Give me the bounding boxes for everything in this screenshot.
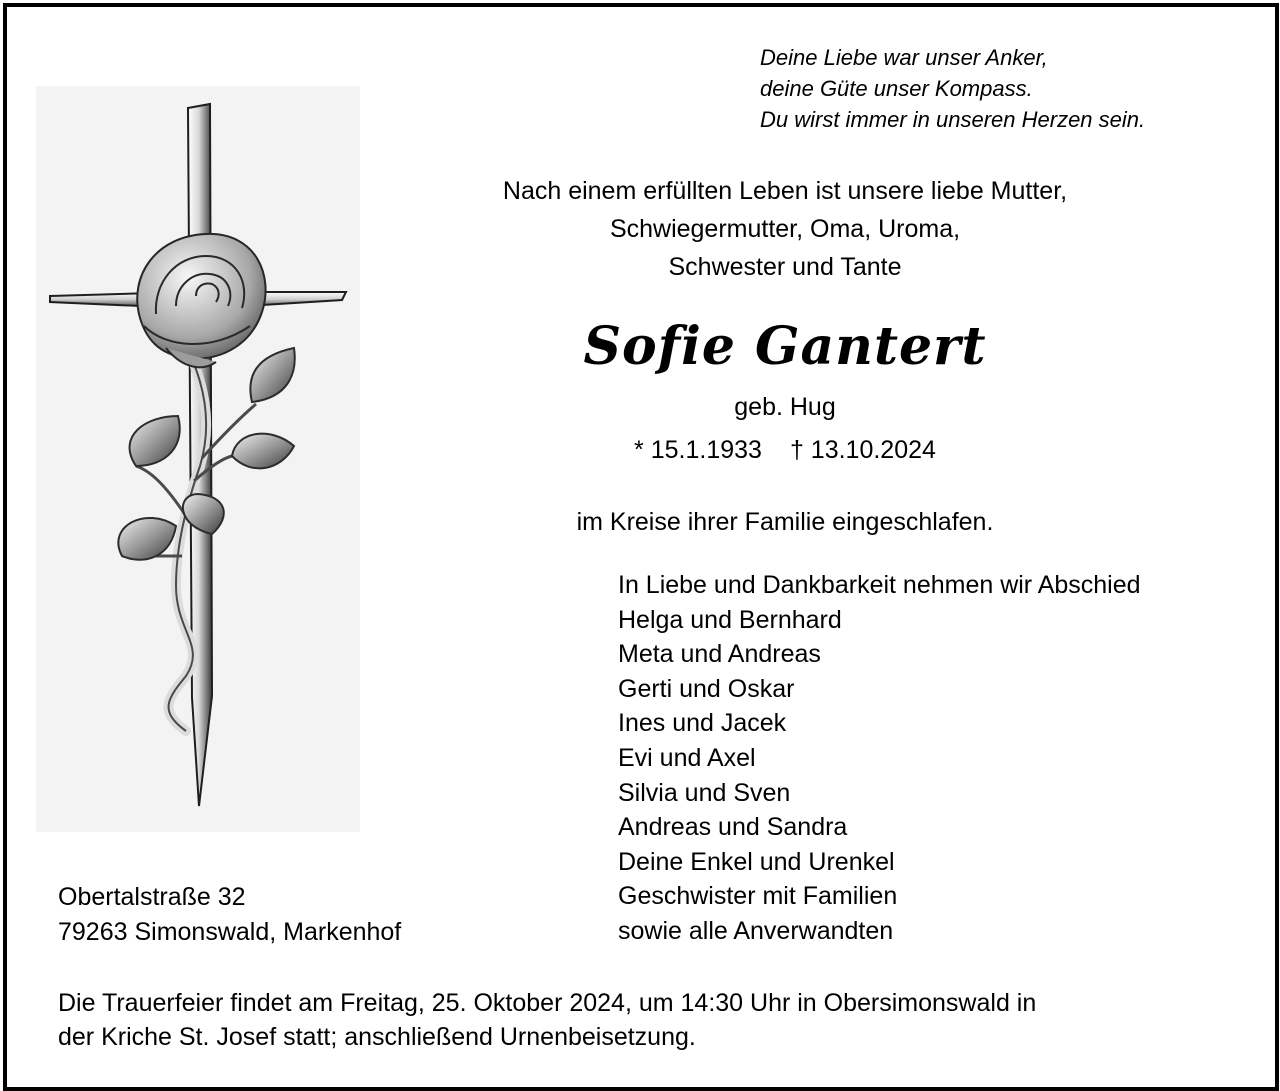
service-info — [58, 986, 1228, 1054]
list-item: Gerti und Oskar — [618, 674, 795, 703]
list-item: Deine Enkel und Urenkel — [618, 847, 895, 876]
birth-name: geb. Hug — [734, 393, 836, 421]
list-item: Geschwister mit Familien — [618, 882, 898, 911]
list-item: Evi und Axel — [618, 743, 756, 772]
list-item: Silvia und Sven — [618, 778, 791, 807]
deceased-name: Sofie Gantert — [583, 316, 987, 377]
list-item: Andreas und Sandra — [618, 813, 848, 842]
family-heading: In Liebe und Dankbarkeit nehmen wir Abschied — [618, 571, 1141, 599]
motto-line: Deine Liebe war unser Anker, — [760, 45, 1048, 70]
intro-line: Schwester und Tante — [668, 253, 902, 281]
cross-with-rose-icon — [36, 86, 360, 832]
motto-line: Du wirst immer in unseren Herzen sein. — [760, 107, 1146, 132]
list-item: Helga und Bernhard — [618, 605, 842, 634]
list-item: sowie alle Anverwandten — [618, 916, 894, 945]
intro-text — [380, 172, 1190, 286]
family-list — [618, 568, 1141, 949]
service-line: der Kriche St. Josef statt; anschließend Urnenbeisetzung. — [58, 1023, 696, 1051]
birth-date: * 15.1.1933 — [634, 436, 762, 464]
death-date: † 13.10.2024 — [789, 436, 936, 464]
address — [58, 880, 401, 950]
life-dates — [560, 433, 1010, 467]
motto-line: deine Güte unser Kompass. — [760, 76, 1033, 101]
motto — [760, 42, 1145, 135]
intro-line: Schwiegermutter, Oma, Uroma, — [609, 215, 961, 243]
service-line: Die Trauerfeier findet am Freitag, 25. Oktober 2024, um 14:30 Uhr in Obersimonswald in — [58, 989, 1037, 1017]
address-city: 79263 Simonswald, Markenhof — [58, 918, 402, 946]
closing-line: im Kreise ihrer Familie eingeschlafen. — [576, 508, 994, 536]
intro-line: Nach einem erfüllten Leben ist unsere liebe Mutter, — [502, 177, 1068, 205]
list-item: Ines und Jacek — [618, 709, 787, 738]
list-item: Meta und Andreas — [618, 640, 821, 669]
address-street: Obertalstraße 32 — [58, 883, 246, 911]
